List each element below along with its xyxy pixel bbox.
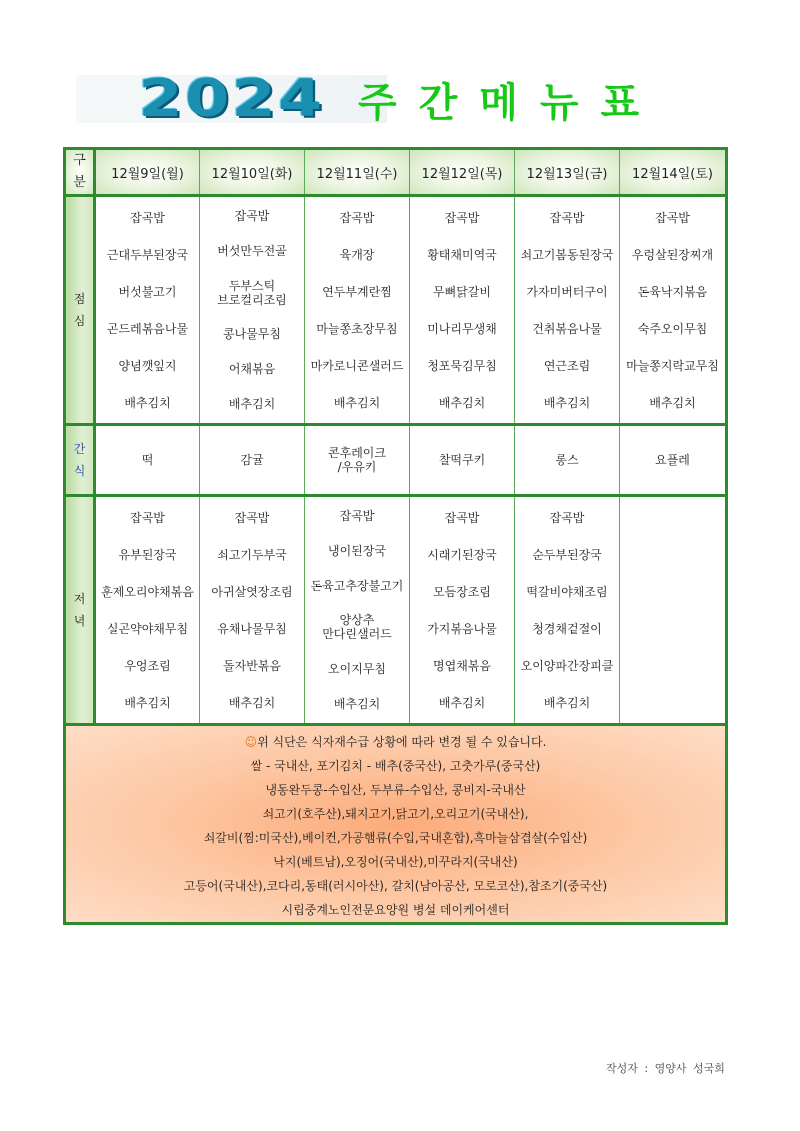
dish-item: 잡곡밥	[549, 510, 585, 525]
dish-item: 가지볶음나물	[427, 621, 497, 636]
notes-row	[65, 725, 727, 924]
snack-cell	[515, 425, 620, 496]
dish-item: 잡곡밥	[234, 510, 270, 525]
dish-item: 마늘쫑초장무침	[316, 321, 398, 336]
dish-item: 배추김치	[438, 395, 486, 410]
dish-item: 무뼈닭갈비	[433, 284, 491, 299]
dinner-cell	[200, 496, 305, 725]
snack-cell	[410, 425, 515, 496]
day-header-wed: 12월11일(수)	[305, 149, 410, 196]
notes-cell	[65, 725, 727, 924]
note-line: 쇠갈비(찜:미국산),베이컨,가공햄류(수입,국내혼합),흑마늘삼겹살(수입산)	[203, 831, 588, 845]
dish-item: 오이양파간장피클	[520, 658, 614, 673]
dish-item: 오이지무침	[328, 661, 386, 676]
dish-item: 연두부계란찜	[322, 284, 392, 299]
note-line: 낙지(베트남),오징어(국내산),미꾸라지(국내산)	[273, 855, 518, 869]
dinner-cell	[410, 496, 515, 725]
dish-item: 곤드레볶음나물	[106, 321, 189, 336]
dish-item: 청경채겉절이	[532, 621, 602, 636]
snack-item: 찰떡쿠키	[438, 453, 486, 467]
note-line: 냉동완두콩-수입산, 두부류-수입산, 콩비지-국내산	[265, 783, 526, 797]
dish-item: 두부스틱 브로컬리조림	[217, 278, 287, 307]
lunch-cell	[515, 196, 620, 425]
dish-item: 배추김치	[333, 696, 381, 711]
dinner-cell	[95, 496, 200, 725]
dish-item: 배추김치	[228, 695, 276, 710]
dish-item: 미나리무생채	[427, 321, 497, 336]
snack-cell	[305, 425, 410, 496]
note-line: ☺위 식단은 식자재수급 상황에 따라 변경 될 수 있습니다.	[244, 735, 547, 749]
dish-item: 떡갈비야채조림	[526, 584, 608, 599]
snack-item: 떡	[141, 453, 154, 467]
dish-item: 버섯불고기	[118, 284, 177, 299]
dish-item: 아귀살엿장조림	[211, 584, 293, 599]
snack-label: 간 식	[65, 425, 95, 496]
dish-item: 잡곡밥	[444, 510, 480, 525]
dish-item: 청포묵김무침	[427, 358, 497, 373]
page-title: 주간메뉴표	[358, 79, 662, 126]
dish-item: 근대두부된장국	[106, 247, 189, 262]
snack-item: 롱스	[555, 453, 579, 467]
dish-item: 마늘쫑지락교무침	[626, 358, 719, 373]
dish-item: 배추김치	[228, 396, 276, 411]
author-credit: 작성자 : 영양사 성국희	[606, 1062, 725, 1075]
dish-item: 배추김치	[543, 395, 591, 410]
dish-item: 쇠고기두부국	[217, 547, 287, 562]
lunch-cell	[95, 196, 200, 425]
snack-cell	[200, 425, 305, 496]
lunch-cell	[620, 196, 727, 425]
dish-item: 건취볶음나물	[532, 321, 602, 336]
smiley-icon: ☺	[244, 735, 258, 749]
dish-item: 숙주오이무침	[637, 321, 708, 336]
dish-item: 콩나물무침	[223, 327, 281, 342]
dish-item: 배추김치	[543, 695, 591, 710]
dish-item: 양념깻잎지	[118, 358, 177, 373]
dish-item: 명엽채볶음	[433, 658, 491, 673]
weekly-menu-table	[63, 147, 728, 925]
dish-item: 배추김치	[438, 695, 486, 710]
dish-item: 가자미버터구이	[526, 284, 608, 299]
lunch-label: 점 심	[65, 196, 95, 425]
dish-item: 마카로니콘샐러드	[310, 358, 404, 373]
lunch-row	[65, 196, 727, 425]
dish-item: 우렁살된장찌개	[631, 247, 714, 262]
dish-item: 육개장	[339, 247, 375, 262]
dish-item: 돌자반볶음	[223, 658, 281, 673]
dish-item: 모듬장조림	[433, 584, 491, 599]
dinner-row	[65, 496, 727, 725]
category-header: 구 분	[65, 149, 95, 196]
lunch-cell	[410, 196, 515, 425]
dish-item: 쇠고기봄동된장국	[520, 247, 614, 262]
dish-item: 잡곡밥	[130, 210, 165, 225]
dish-item: 배추김치	[649, 395, 696, 410]
dish-item: 냉이된장국	[328, 543, 386, 558]
dish-item: 배추김치	[333, 395, 381, 410]
note-line: 시립중계노인전문요양원 병설 데이케어센터	[281, 903, 510, 917]
dinner-cell-empty	[620, 496, 727, 725]
header-row	[65, 149, 727, 196]
dish-item: 배추김치	[124, 395, 171, 410]
dish-item: 돈육고추장불고기	[310, 578, 404, 593]
snack-cell	[620, 425, 727, 496]
dinner-cell	[515, 496, 620, 725]
dish-item: 잡곡밥	[339, 509, 375, 524]
dish-item: 연근조림	[543, 358, 591, 373]
dish-item: 잡곡밥	[130, 510, 165, 525]
day-header-tue: 12월10일(화)	[200, 149, 305, 196]
dish-item: 우엉조림	[124, 658, 171, 673]
dish-item: 유채나물무침	[217, 621, 287, 636]
dinner-label: 저 녁	[65, 496, 95, 725]
note-line: 쌀 - 국내산, 포기김치 - 배추(중국산), 고춧가루(중국산)	[250, 759, 541, 773]
snack-cell	[95, 425, 200, 496]
title-year-logo	[76, 69, 331, 129]
lunch-cell	[200, 196, 305, 425]
dish-item: 실곤약야채무침	[106, 621, 189, 636]
day-header-mon: 12월9일(월)	[95, 149, 200, 196]
dinner-cell	[305, 496, 410, 725]
dish-item: 시래기된장국	[427, 547, 497, 562]
dish-item: 배추김치	[124, 695, 171, 710]
dish-item: 잡곡밥	[655, 210, 690, 225]
dish-item: 잡곡밥	[234, 209, 270, 224]
day-header-sat: 12월14일(토)	[620, 149, 727, 196]
dish-item: 유부된장국	[118, 547, 177, 562]
note-line: 고등어(국내산),코다리,동태(러시아산), 갈치(남아공산, 모로코산),참조기(중국산)	[183, 879, 608, 893]
day-header-fri: 12월13일(금)	[515, 149, 620, 196]
snack-item: 감귤	[240, 453, 264, 467]
snack-item: 요플레	[655, 453, 690, 467]
dish-item: 황태채미역국	[427, 247, 497, 262]
year-label: 2024	[76, 75, 387, 123]
dish-item: 잡곡밥	[444, 210, 480, 225]
day-header-thu: 12월12일(목)	[410, 149, 515, 196]
dish-item: 훈제오리야채볶음	[101, 584, 194, 599]
lunch-cell	[305, 196, 410, 425]
snack-item: 콘후레이크 /우유키	[328, 446, 386, 474]
notes-text	[66, 726, 725, 922]
dish-item: 잡곡밥	[339, 210, 375, 225]
snack-row	[65, 425, 727, 496]
dish-item: 순두부된장국	[532, 547, 602, 562]
dish-item: 양상추 만다린샐러드	[322, 613, 392, 642]
dish-item: 어채볶음	[228, 361, 276, 376]
dish-item: 돈육낙지볶음	[637, 284, 708, 299]
note-line: 쇠고기(호주산),돼지고기,닭고기,오리고기(국내산),	[262, 807, 529, 821]
dish-item: 잡곡밥	[549, 210, 585, 225]
dish-item: 버섯만두전골	[217, 243, 287, 258]
